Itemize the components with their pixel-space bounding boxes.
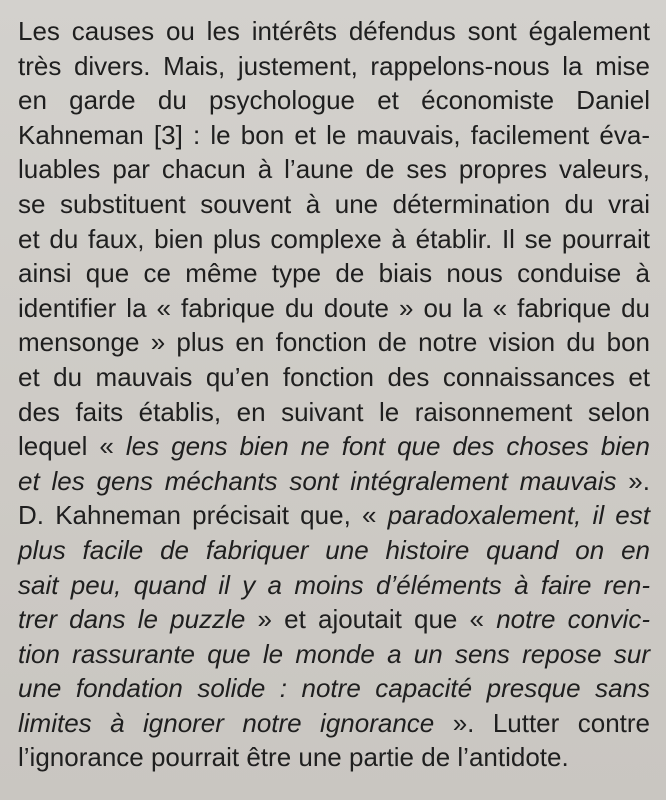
text-line <box>18 429 650 464</box>
text-line <box>18 187 650 222</box>
text-line <box>18 740 650 775</box>
italic-quote-segment: plus facile de fabriquer une histoire quand on en <box>18 534 650 565</box>
text-segment: identifier la « fabrique du doute » ou la « fabrique du <box>18 292 650 323</box>
text-line <box>18 533 650 568</box>
text-segment: mensonge » plus en fonction de notre vision du bon <box>18 327 650 358</box>
text-segment: des faits établis, en suivant le raisonnement selon <box>18 396 650 427</box>
text-line <box>18 83 650 118</box>
text-line <box>18 256 650 291</box>
italic-quote-segment: sait peu, quand il y a moins d’éléments à faire ren- <box>18 569 650 600</box>
italic-quote-segment: paradoxalement, il est <box>387 500 650 531</box>
text-segment: ». <box>616 465 650 496</box>
text-line <box>18 464 650 499</box>
text-segment: ainsi que ce même type de biais nous conduise à <box>18 258 650 289</box>
italic-quote-segment: notre convic- <box>496 604 650 635</box>
text-line <box>18 118 650 153</box>
italic-quote-segment: limites à ignorer notre ignorance <box>18 707 435 738</box>
text-segment: ». Lutter contre <box>434 707 650 738</box>
text-line <box>18 671 650 706</box>
text-line <box>18 291 650 326</box>
text-segment: D. Kahneman précisait que, « <box>18 500 388 531</box>
text-segment: et du mauvais qu’en fonction des connaissances et <box>18 361 650 392</box>
italic-quote-segment: et les gens méchants sont intégralement mauvais <box>18 465 617 496</box>
italic-quote-segment: trer dans le puzzle <box>18 604 246 635</box>
text-line <box>18 498 650 533</box>
text-segment: Kahneman [3] : le bon et le mauvais, facilement éva- <box>18 119 650 150</box>
text-segment: lequel « <box>18 431 126 462</box>
text-line <box>18 222 650 257</box>
text-line <box>18 152 650 187</box>
text-line <box>18 14 650 49</box>
text-segment: l’ignorance pourrait être une partie de l’antidote. <box>18 742 569 773</box>
text-line <box>18 568 650 603</box>
text-segment: se substituent souvent à une détermination du vrai <box>18 188 650 219</box>
text-line <box>18 395 650 430</box>
text-line <box>18 325 650 360</box>
text-segment: Les causes ou les intérêts défendus sont également <box>18 16 650 46</box>
text-line <box>18 49 650 84</box>
text-line <box>18 637 650 672</box>
text-line <box>18 706 650 741</box>
italic-quote-segment: les gens bien ne font que des choses bien <box>125 431 650 462</box>
text-line <box>18 602 650 637</box>
text-segment: luables par chacun à l’aune de ses propres valeurs, <box>18 154 650 185</box>
italic-quote-segment: une fondation solide : notre capacité presque sans <box>18 673 650 704</box>
text-line <box>18 360 650 395</box>
text-segment: » et ajoutait que « <box>245 604 497 635</box>
body-paragraph <box>18 14 650 775</box>
text-segment: et du faux, bien plus complexe à établir. Il se pourrait <box>18 223 650 254</box>
italic-quote-segment: tion rassurante que le monde a un sens repose sur <box>18 638 650 669</box>
text-segment: en garde du psychologue et économiste Daniel <box>18 85 650 116</box>
text-segment: très divers. Mais, justement, rappelons-nous la mise <box>18 50 650 81</box>
